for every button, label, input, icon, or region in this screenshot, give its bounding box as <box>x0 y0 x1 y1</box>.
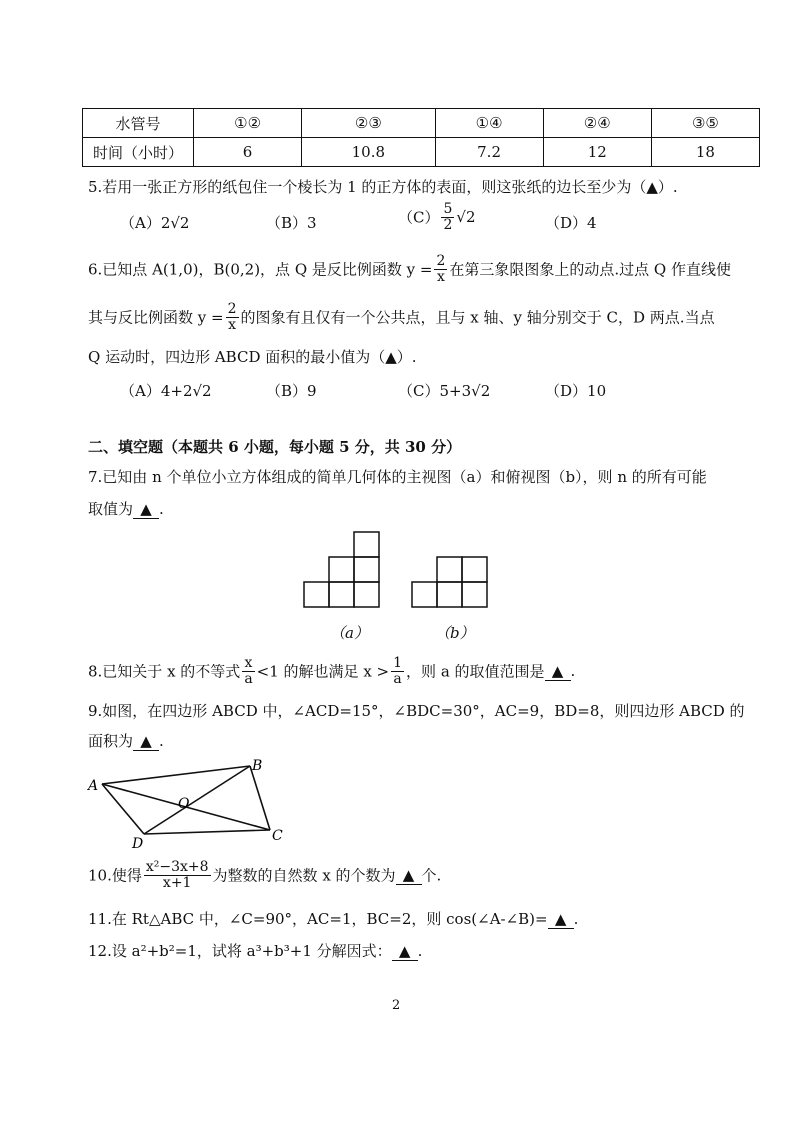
q6-option-b: （B）9 <box>266 382 317 400</box>
caption-b: （b） <box>435 624 475 642</box>
question-9-line-1: 9.如图，在四边形 ABCD 中，∠ACD=15°，∠BDC=30°，AC=9，BD=8，则四边形 ABCD 的 <box>88 702 745 720</box>
denominator: a <box>393 670 402 687</box>
segment-cd <box>144 830 270 834</box>
q8-text-2: <1 的解也满足 x > <box>256 662 390 681</box>
numerator: x²−3x+8 <box>145 859 209 875</box>
q12-text: 12.设 a²+b²=1，试将 a³+b³+1 分解因式： <box>88 942 392 960</box>
table-cell: 12 <box>543 138 651 167</box>
q7-figures <box>300 526 500 614</box>
fraction <box>391 656 404 686</box>
table-cell: ①② <box>194 109 302 138</box>
denominator: 2 <box>443 216 453 233</box>
fraction <box>226 302 239 332</box>
table-cell: ①④ <box>435 109 543 138</box>
fraction <box>242 656 254 686</box>
q5-option-d: （D）4 <box>545 214 597 232</box>
q6-text-1a: 6.已知点 A(1,0)，B(0,2)，点 Q 是反比例函数 y = <box>88 260 433 279</box>
q6-option-c: （C）5+3√2 <box>398 382 491 400</box>
q6-text-2b: 的图象有且仅有一个公共点，且与 x 轴、y 轴分别交于 C，D 两点.当点 <box>240 308 715 327</box>
question-7-line-1: 7.已知由 n 个单位小立方体组成的简单几何体的主视图（a）和俯视图（b），则 n 的所有可能 <box>88 468 707 486</box>
answer-blank: ▲ <box>548 910 574 929</box>
q9-tail: . <box>159 732 164 750</box>
table-row <box>83 109 760 138</box>
answer-blank: ▲ <box>396 866 422 885</box>
q8-text-3: ，则 a 的取值范围是 <box>406 662 545 681</box>
question-11 <box>88 908 578 929</box>
q6-option-d: （D）10 <box>545 382 607 400</box>
fraction <box>441 202 454 232</box>
denominator: x+1 <box>162 874 192 891</box>
front-view-figure <box>304 532 379 607</box>
q9-text: 面积为 <box>88 732 134 750</box>
question-10 <box>88 860 441 890</box>
q11-text: 11.在 Rt△ABC 中，∠C=90°，AC=1，BC=2，则 cos(∠A-∠B)= <box>88 910 548 928</box>
label-b: B <box>252 758 263 774</box>
label-d: D <box>132 836 144 852</box>
numerator: 2 <box>436 253 446 269</box>
top-view-figure <box>412 557 487 607</box>
q5-option-a: （A）2√2 <box>120 214 190 232</box>
table-cell: 7.2 <box>435 138 543 167</box>
denominator: x <box>436 268 445 285</box>
segment-ab <box>102 766 250 784</box>
caption-a: （a） <box>330 624 369 642</box>
question-7-line-2 <box>88 498 164 519</box>
question-5: 5.若用一张正方形的纸包住一个棱长为 1 的正方体的表面，则这张纸的边长至少为（▲）. <box>88 178 678 196</box>
q5-option-c-label: （C） <box>398 208 440 227</box>
label-o: O <box>178 796 190 812</box>
table-header-time: 时间（小时） <box>83 138 194 167</box>
answer-blank: ▲ <box>133 500 159 519</box>
segment-da <box>102 784 144 834</box>
pipe-time-table <box>82 108 760 167</box>
denominator: x <box>228 316 236 333</box>
table-cell: 18 <box>651 138 759 167</box>
table-header-pipe: 水管号 <box>83 109 194 138</box>
question-6-line-3: Q 运动时，四边形 ABCD 面积的最小值为（▲）. <box>88 348 417 366</box>
q5-option-c <box>398 202 476 232</box>
question-6-line-1 <box>88 254 731 284</box>
label-a: A <box>88 778 99 794</box>
q8-tail: . <box>570 662 576 681</box>
q10-text-1: 10.使得 <box>88 866 142 885</box>
question-9-line-2 <box>88 730 164 751</box>
q8-text-1: 8.已知关于 x 的不等式 <box>88 662 241 681</box>
numerator: x <box>242 656 254 672</box>
table-cell: 10.8 <box>302 138 435 167</box>
q5-option-b: （B）3 <box>266 214 317 232</box>
q7-tail: . <box>159 500 164 518</box>
q10-text-2: 为整数的自然数 x 的个数为 <box>212 866 396 885</box>
q6-text-1b: 在第三象限图象上的动点.过点 Q 作直线使 <box>449 260 731 279</box>
q6-option-a: （A）4+2√2 <box>120 382 212 400</box>
question-6-line-2 <box>88 302 715 332</box>
question-8 <box>88 656 575 686</box>
quadrilateral-figure <box>84 756 294 852</box>
q5-option-c-tail: √2 <box>456 208 476 227</box>
fraction <box>144 860 211 890</box>
numerator: 1 <box>393 655 403 671</box>
denominator: a <box>244 670 253 687</box>
q7-text: 取值为 <box>88 500 134 518</box>
q6-text-2a: 其与反比例函数 y = <box>88 308 224 327</box>
numerator: 5 <box>443 201 453 217</box>
answer-blank: ▲ <box>545 662 571 681</box>
segment-bc <box>250 766 270 830</box>
section-title: 二、填空题（本题共 6 小题，每小题 5 分，共 30 分） <box>88 438 462 456</box>
q10-tail: 个. <box>421 866 442 885</box>
question-12 <box>88 940 422 961</box>
table-cell: ②④ <box>543 109 651 138</box>
table-cell: ②③ <box>302 109 435 138</box>
answer-blank: ▲ <box>133 732 159 751</box>
q12-tail: . <box>417 942 423 960</box>
page-number: 2 <box>392 998 401 1013</box>
numerator: 2 <box>227 301 237 317</box>
answer-blank: ▲ <box>392 942 418 961</box>
q11-tail: . <box>573 910 579 928</box>
table-cell: 6 <box>194 138 302 167</box>
table-cell: ③⑤ <box>651 109 759 138</box>
label-c: C <box>272 828 283 844</box>
fraction <box>434 254 447 284</box>
table-row <box>83 138 760 167</box>
